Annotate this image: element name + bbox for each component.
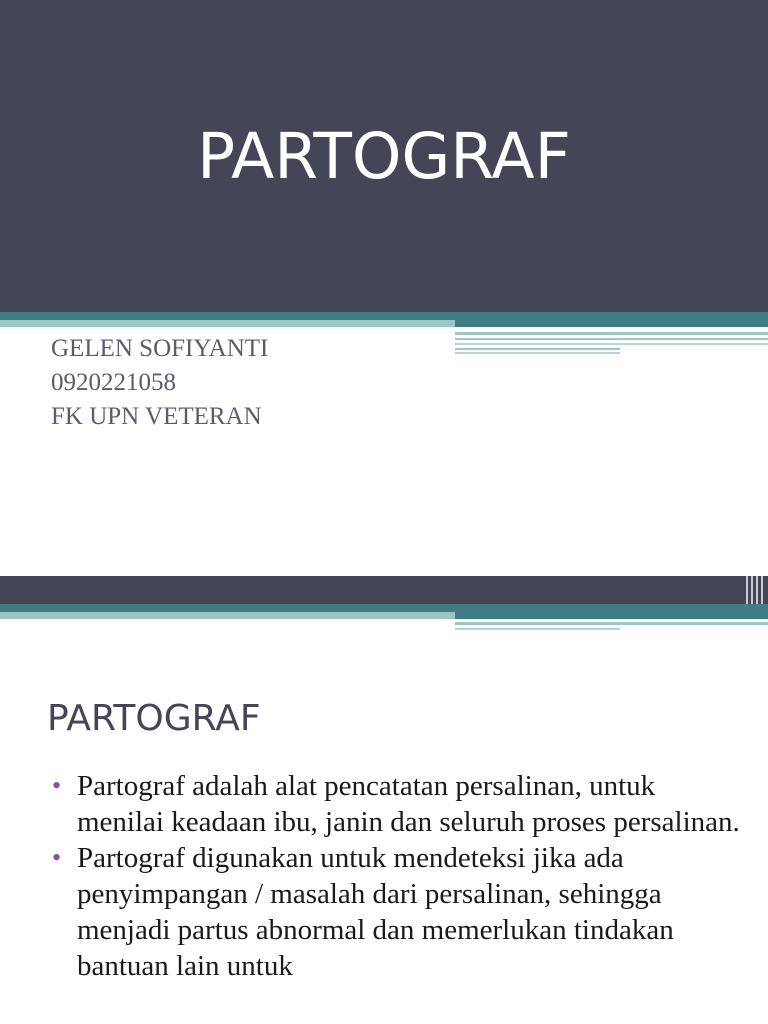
institution: FK UPN VETERAN [51, 403, 262, 430]
student-id: 0920221058 [51, 369, 176, 396]
presenter-name: GELEN SOFIYANTI [51, 335, 269, 362]
bullet-text: Partograf adalah alat pencatatan persalinan, untuk menilai keadaan ibu, janin dan seluruh proses persalinan. [77, 770, 740, 838]
bullet-text: Partograf digunakan untuk mendeteksi jika ada penyimpangan / masalah dari persalinan, sehingga menjadi partus abnormal dan memerlukan tindakan bantuan lain untuk [77, 842, 674, 982]
presenter-info [51, 332, 268, 434]
bullet-list [52, 768, 742, 984]
bullet-dot-icon: • [52, 771, 62, 800]
bullet-dot-icon: • [52, 843, 62, 872]
slide-1-title: PARTOGRAF [197, 120, 571, 193]
list-item [52, 840, 742, 984]
list-item [52, 768, 742, 840]
slide-2-header-band [0, 576, 768, 604]
slide-2-title: PARTOGRAF [47, 698, 261, 739]
